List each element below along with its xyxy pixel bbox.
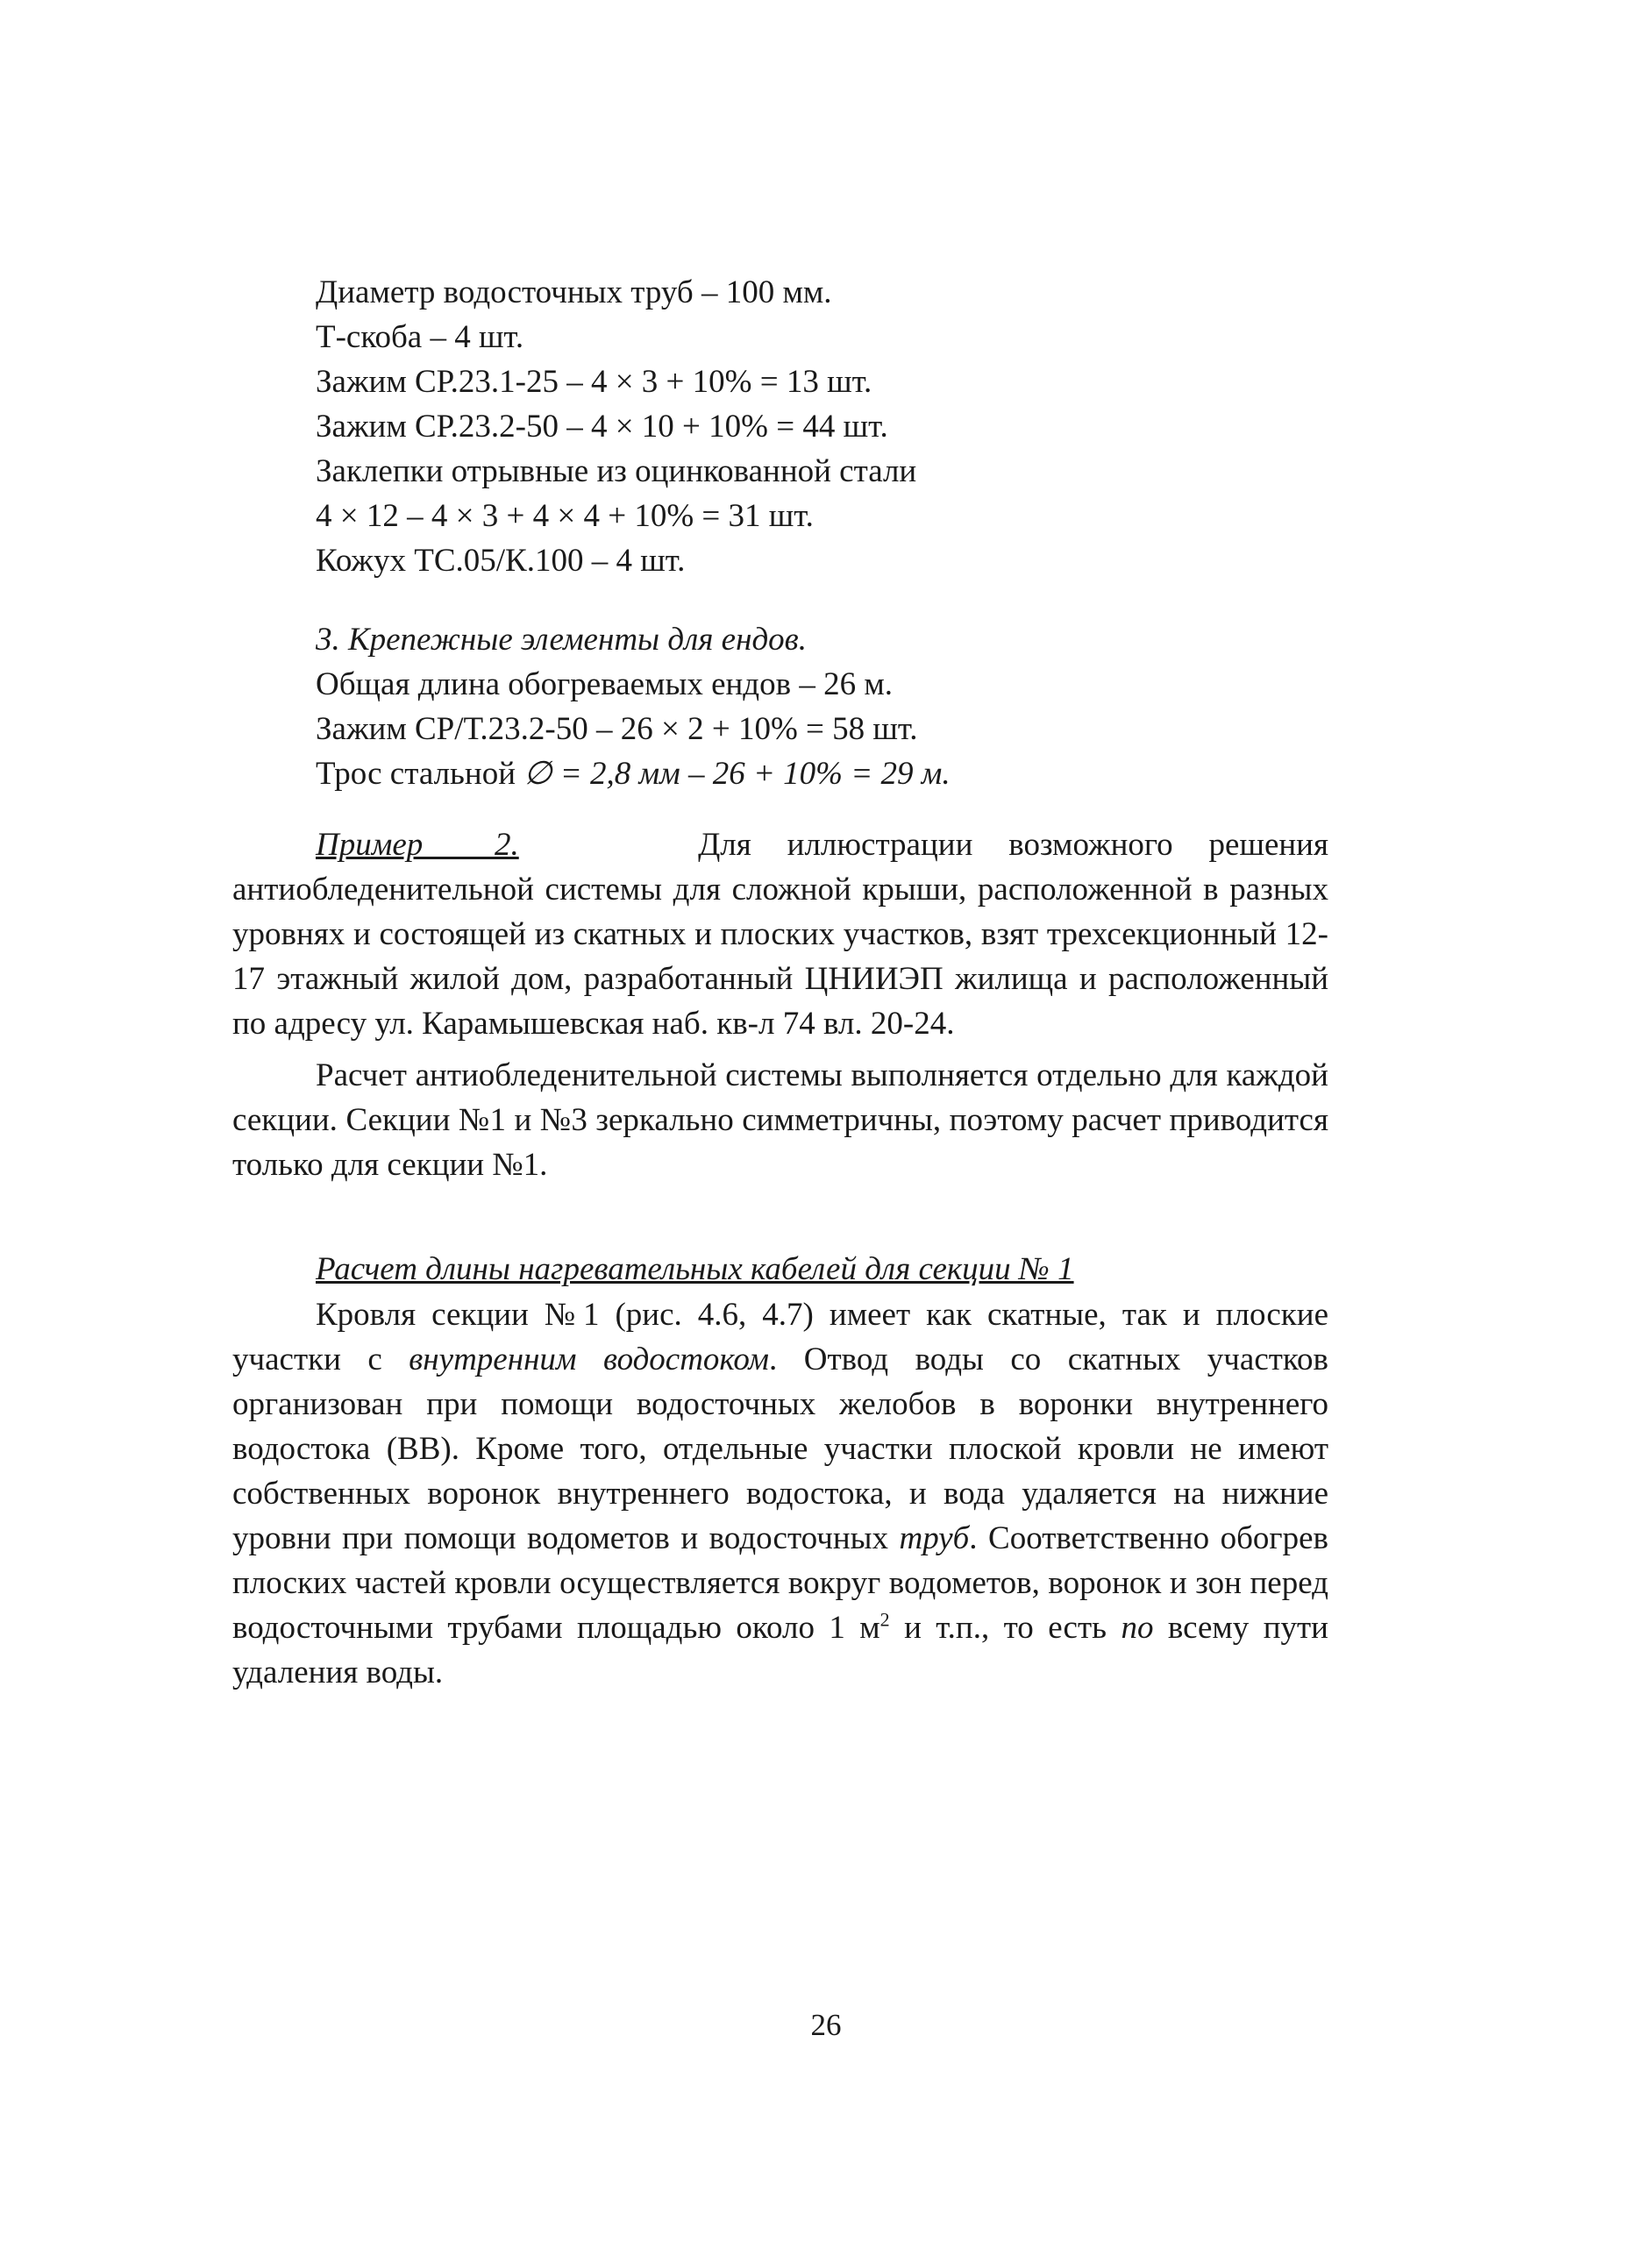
- superscript: 2: [879, 1608, 890, 1631]
- fastener-line: Зажим СР/Т.23.2-50 – 26 × 2 + 10% = 58 шт.: [316, 711, 918, 747]
- paragraph-3-text: . Отвод воды со скатных участков организован при помощи водосточных желобов в воронки внутреннего водостока (ВВ). Кроме того, отдельные участки плоской кровли не имеют собственных воронок внутреннего водостока, и вода удаляется на нижние уровни при помощи водометов и водосточных: [232, 1342, 1328, 1556]
- paragraph-3-text: Кровля секции №1 (рис. 4.6, 4.7) имеет как скатные, так и плоские участки с: [232, 1297, 1328, 1377]
- cable-line-formula: ∅ = 2,8 мм – 26 + 10% = 29 м.: [523, 756, 951, 792]
- example-paragraph-block: [232, 822, 1328, 1187]
- cable-line-prefix: Трос стальной: [316, 756, 524, 792]
- cable-line: [316, 751, 1368, 796]
- section-heading: Расчет длины нагревательных кабелей для секции № 1: [316, 1251, 1074, 1287]
- list-line: Диаметр водосточных труб – 100 мм.: [316, 274, 832, 310]
- paragraph-3-italic: внутренним водостоком: [409, 1342, 770, 1377]
- list-line: Заклепки отрывные из оцинкованной стали: [316, 453, 917, 489]
- paragraph-3-text: всему пути удаления воды.: [232, 1610, 1328, 1690]
- list-line: Зажим СР.23.2-50 – 4 × 10 + 10% = 44 шт.: [316, 409, 888, 445]
- list-line: Зажим СР.23.1-25 – 4 × 3 + 10% = 13 шт.: [316, 364, 872, 400]
- fastener-line: Общая длина обогреваемых ендов – 26 м.: [316, 666, 893, 702]
- example-label: Пример 2.: [316, 827, 519, 863]
- fasteners-section: [316, 617, 1368, 796]
- list-line: 4 × 12 – 4 × 3 + 4 × 4 + 10% = 31 шт.: [316, 498, 814, 534]
- list-line: Т-скоба – 4 шт.: [316, 319, 524, 355]
- paragraph-3-block: [232, 1292, 1328, 1695]
- paragraph-3-text: . Соответственно обогрев плоских частей кровли осуществляется вокруг водометов, воронок и зон перед водосточными трубами площадью около 1 м: [232, 1520, 1329, 1646]
- materials-list: [316, 270, 1368, 583]
- paragraph-2: Расчет антиобледенительной системы выполняется отдельно для каждой секции. Секции №1 и №3 зеркально симметричны, поэтому расчет приводится только для секции №1.: [232, 1057, 1328, 1183]
- list-line: Кожух ТС.05/К.100 – 4 шт.: [316, 543, 686, 579]
- example-paragraph: [232, 822, 1328, 1046]
- fasteners-heading: 3. Крепежные элементы для ендов.: [316, 622, 807, 658]
- page-number: 26: [810, 2008, 842, 2042]
- paragraph-3-text: и т.п., то есть: [889, 1610, 1122, 1646]
- paragraph-3-italic: по: [1121, 1610, 1154, 1646]
- paragraph-3-italic: труб: [899, 1520, 970, 1556]
- paragraph-3: [232, 1292, 1328, 1695]
- example-text: Для иллюстрации возможного решения антиобледенительной системы для сложной крыши, расположенной в разных уровнях и состоящей из скатных и плоских участков, взят трехсекционный 12-17 этажный жилой дом, разработанный ЦНИИЭП жилища и расположенный по адресу ул. Карамышевская наб. кв-л 74 вл. 20-24.: [232, 827, 1328, 1042]
